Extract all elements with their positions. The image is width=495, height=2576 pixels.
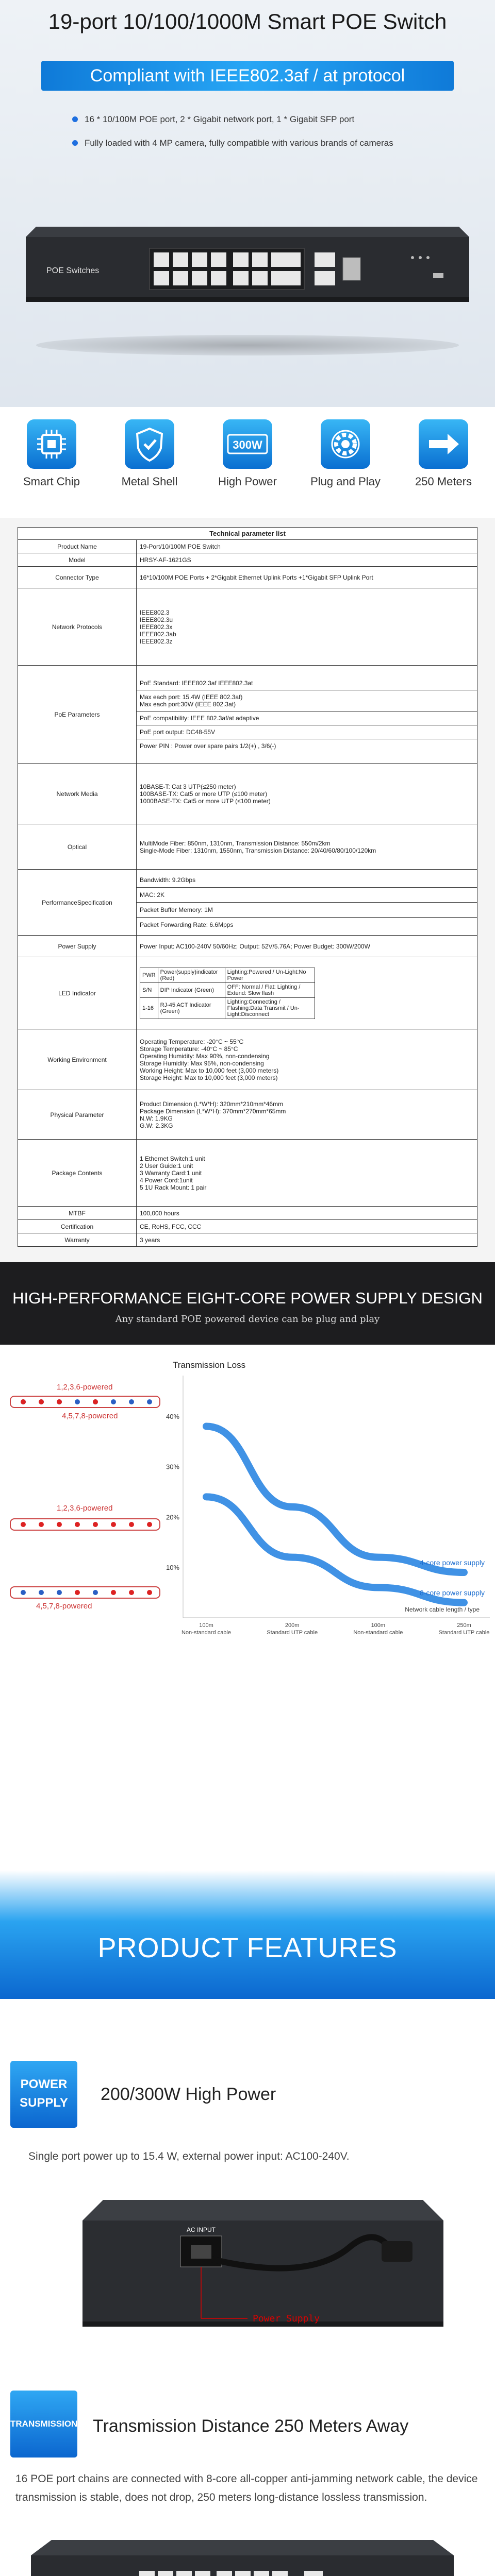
- device-shadow: [36, 335, 459, 355]
- feature-label: High Power: [218, 475, 277, 488]
- series-label: 4-core power supply: [419, 1558, 485, 1567]
- y-tick-label: 10%: [166, 1564, 179, 1572]
- table-row: PerformanceSpecification Bandwidth: 9.2Gbps MAC: 2K Packet Buffer Memory: 1M Packet Forwarding Rate: 6.6Mpps: [18, 870, 477, 936]
- transmission-loss-chart: [166, 1360, 490, 1636]
- table-row: Model HRSY-AF-1621GS: [18, 553, 477, 567]
- feature-plug-and-play: [304, 419, 387, 488]
- shield-icon: [125, 419, 174, 469]
- bullet-ports: 16 * 10/100M POE port, 2 * Gigabit network port, 1 * Gigabit SFP port: [72, 114, 443, 138]
- power-device-image: [62, 2190, 454, 2354]
- transmission-device-image: [31, 2530, 464, 2576]
- table-row: Network Protocols IEEE802.3 IEEE802.3u IEEE802.3x IEEE802.3ab IEEE802.3z: [18, 588, 477, 666]
- table-row: Package Contents 1 Ethernet Switch:1 unit 2 User Guide:1 unit 3 Warranty Card:1 unit 4 Power Cord:1unit 5 1U Rack Mount: 1 pair: [18, 1140, 477, 1207]
- x-tick-label: 100m Non-standard cable: [181, 1622, 232, 1636]
- power-desc: Single port power up to 15.4 W, external power input: AC100-240V.: [28, 2150, 350, 2162]
- table-row: LED Indicator PWR Power(supply)indicator (Red) Lighting:Powered / Un-Light:No Power S/N DIP Indicator (Green) OFF: Normal / Flat: Lighting / Extend: Slow flash 1-16 RJ-45 ACT Indicator (Green) Lighting:Connecting / Flashing:Data Transmit / Un-Light:Disconnect: [18, 957, 477, 1029]
- feature-250-meters: [402, 419, 485, 488]
- x-tick-label: 200m Standard UTP cable: [267, 1622, 318, 1636]
- transmission-block: [0, 2354, 495, 2576]
- transmission-desc: 16 POE port chains are connected with 8-core all-copper anti-jamming network cable, the device transmission is stable, does not drop, 250 meters long-distance lossless transmission.: [15, 2473, 478, 2503]
- table-row: Certification CE, RoHS, FCC, CCC: [18, 1220, 477, 1233]
- feature-label: Metal Shell: [121, 475, 178, 488]
- pair-label: 4,5,7,8-powered: [36, 1602, 92, 1611]
- table-row: MTBF 100,000 hours: [18, 1207, 477, 1220]
- power-title: 200/300W High Power: [101, 2084, 276, 2104]
- spec-table: [18, 527, 477, 1247]
- led-row: S/N DIP Indicator (Green) OFF: Normal / Flat: Lighting / Extend: Slow flash: [140, 982, 315, 997]
- feature-high-power: [206, 419, 289, 488]
- chart-title: Transmission Loss: [173, 1360, 246, 1370]
- series-line: [206, 1426, 464, 1572]
- feature-label: Plug and Play: [310, 475, 381, 488]
- switch-image: [21, 206, 474, 309]
- product-features-title: PRODUCT FEATURES: [97, 1933, 398, 1963]
- arrow-right-icon: [419, 419, 468, 469]
- band-title: HIGH-PERFORMANCE EIGHT-CORE POWER SUPPLY DESIGN: [12, 1289, 483, 1307]
- y-tick-label: 30%: [166, 1463, 179, 1471]
- feature-metal-shell: [108, 419, 191, 488]
- led-row: 1-16 RJ-45 ACT Indicator (Green) Lighting:Connecting / Flashing:Data Transmit / Un-Light:Disconnect: [140, 997, 315, 1019]
- hero-bullets: [72, 114, 443, 162]
- wire-pair-1: [10, 1383, 160, 1420]
- power-block: [0, 1999, 495, 2354]
- transmission-title: Transmission Distance 250 Meters Away: [93, 2416, 409, 2436]
- power-badge-text: 300W: [233, 438, 262, 451]
- table-row: Product Name 19-Port/10/100M POE Switch: [18, 540, 477, 553]
- wire-pair-2: [10, 1504, 160, 1530]
- power-tag: POWER SUPPLY: [10, 2061, 77, 2128]
- table-row: Network Media 10BASE-T: Cat 3 UTP(≤250 meter) 100BASE-TX: Cat5 or more UTP (≤100 meter) 1000BASE-TX: Cat5 or more UTP (≤100 meter): [18, 764, 477, 824]
- pair-label: 1,2,3,6-powered: [57, 1504, 113, 1513]
- led-row: PWR Power(supply)indicator (Red) Lighting:Powered / Un-Light:No Power: [140, 968, 315, 982]
- spec-caption: Technical parameter list: [18, 528, 477, 540]
- transmission-loss-section: [0, 1345, 495, 1870]
- hero-title: 19-port 10/100/1000M Smart POE Switch: [48, 9, 447, 33]
- cell-lines: IEEE802.3 IEEE802.3u IEEE802.3x IEEE802.3ab IEEE802.3z: [137, 588, 477, 666]
- product-features-banner: [0, 1870, 495, 1999]
- x-tick-label: 250m Standard UTP cable: [438, 1622, 490, 1636]
- y-tick-label: 40%: [166, 1412, 179, 1420]
- features-row: [0, 407, 495, 518]
- y-tick-label: 20%: [166, 1513, 179, 1521]
- power-supply-callout: Power Supply: [253, 2313, 320, 2324]
- x-axis-label: Network cable length / type: [405, 1606, 480, 1613]
- feature-smart-chip: [10, 419, 93, 488]
- series-label: 8-core power supply: [419, 1588, 485, 1597]
- power-300w-icon: [223, 419, 272, 469]
- ac-input-label: AC INPUT: [186, 2226, 216, 2233]
- x-tick-label: 100m Non-standard cable: [353, 1622, 403, 1636]
- feature-label: Smart Chip: [23, 475, 80, 488]
- band-subtitle: Any standard POE powered device can be plug and play: [115, 1314, 380, 1325]
- table-row: PoE Parameters PoE Standard: IEEE802.3af IEEE802.3at Max each port: 15.4W (IEEE 802.3af) Max each port:30W (IEEE 802.3at) PoE compatibility: IEEE 802.3af/at adaptive PoE port output: DC48-55V Power PIN : Power over spare pairs 1/2(+) , 3/6(-): [18, 666, 477, 764]
- gear-icon: [321, 419, 370, 469]
- device-label: POE Switches: [46, 266, 100, 275]
- eight-core-banner: [0, 1262, 495, 1345]
- pair-label: 1,2,3,6-powered: [57, 1383, 113, 1392]
- bullet-compat: Fully loaded with 4 MP camera, fully compatible with various brands of cameras: [72, 138, 443, 162]
- series-line: [206, 1497, 464, 1602]
- chip-icon: [27, 419, 76, 469]
- table-row: Connector Type 16*10/100M POE Ports + 2*Gigabit Ethernet Uplink Ports +1*Gigabit SFP Uplink Port: [18, 567, 477, 588]
- transmission-tag: TRANSMISSION: [10, 2391, 77, 2458]
- table-row: Working Environment Operating Temperature: -20°C ~ 55°C Storage Temperature: -40°C ~ 85°C Operating Humidity: Max 90%, non-condensing Storage Humidity: Max 95%, non-condensing Working Height: Max to 10,000 feet (3,000 meters) Storage Height: Max to 10,000 feet (3,000 meters): [18, 1029, 477, 1090]
- wire-pair-3: [10, 1587, 160, 1611]
- table-row: Power Supply Power Input: AC100-240V 50/60Hz; Output: 52V/5.76A; Power Budget: 300W/200W: [18, 936, 477, 957]
- feature-label: 250 Meters: [415, 475, 472, 488]
- hero-section: [0, 0, 495, 407]
- wire-pair-diagrams: [10, 1383, 160, 1611]
- led-table: [140, 968, 315, 1019]
- table-row: Warranty 3 years: [18, 1233, 477, 1247]
- protocol-banner: Compliant with IEEE802.3af / at protocol: [41, 61, 454, 91]
- table-row: Optical MultiMode Fiber: 850nm, 1310nm, Transmission Distance: 550m/2km Single-Mode Fiber: 1310nm, 1550nm, Transmission Distance: 20/40/60/80/100/120km: [18, 824, 477, 870]
- chart-svg: [0, 1345, 495, 1870]
- pair-label: 4,5,7,8-powered: [62, 1412, 118, 1420]
- table-row: Physical Parameter Product Dimension (L*W*H): 320mm*210mm*46mm Package Dimension (L*W*H): 370mm*270mm*65mm N.W: 1.9KG G.W: 2.3KG: [18, 1090, 477, 1140]
- spec-section: [0, 518, 495, 1262]
